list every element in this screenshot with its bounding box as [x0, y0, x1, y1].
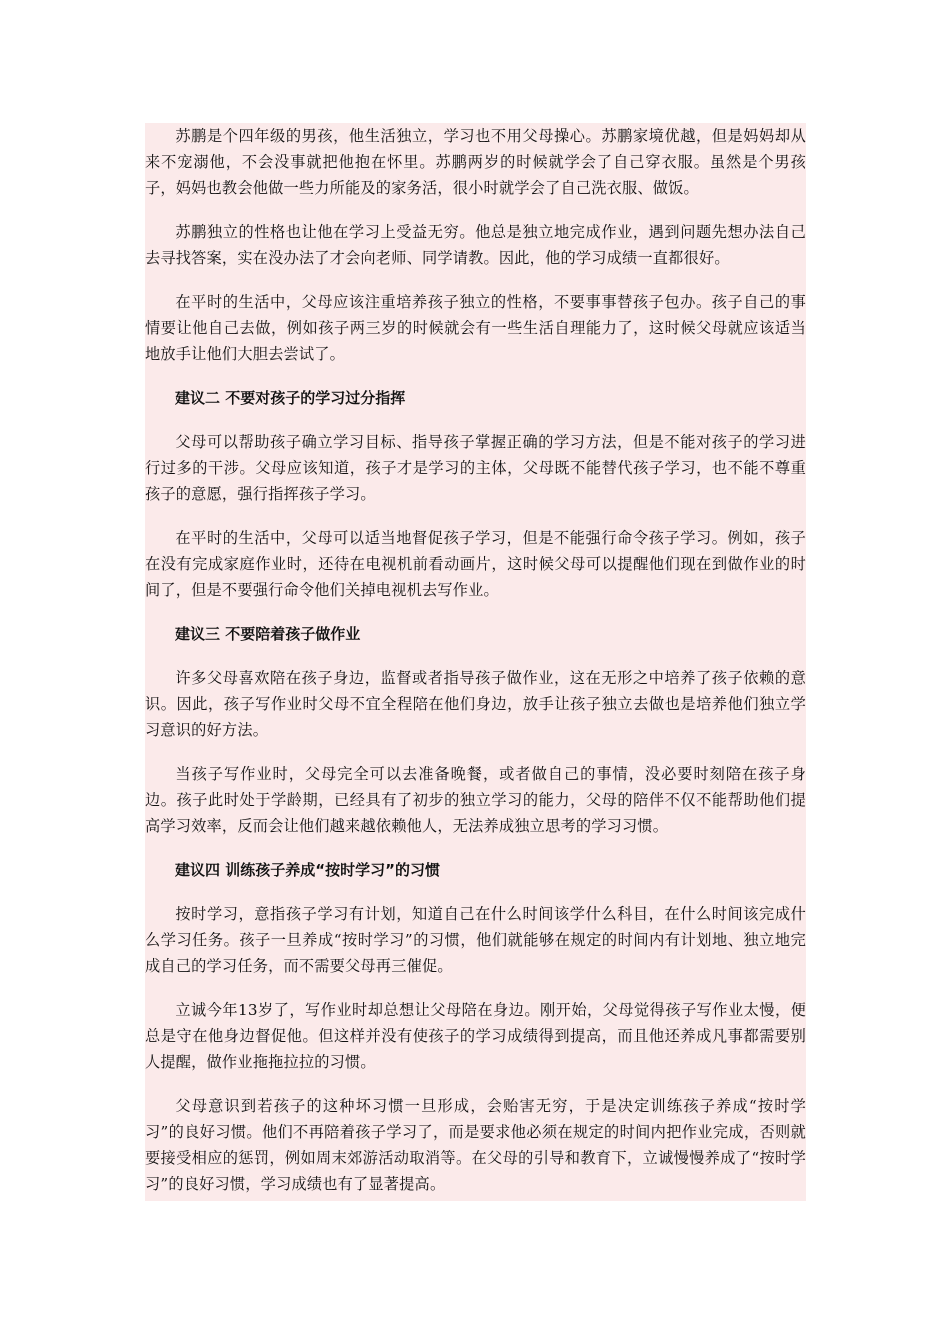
- paragraph-6: 许多父母喜欢陪在孩子身边，监督或者指导孩子做作业，这在无形之中培养了孩子依赖的意识。因此，孩子写作业时父母不宜全程陪在他们身边，放手让孩子独立去做也是培养他们独立学习意识的好方法。: [145, 669, 806, 739]
- paragraph-1: 苏鹏是个四年级的男孩，他生活独立，学习也不用父母操心。苏鹏家境优越，但是妈妈却从来不宠溺他，不会没事就把他抱在怀里。苏鹏两岁的时候就学会了自己穿衣服。虽然是个男孩子，妈妈也教会他做一些力所能及的家务活，很小时就学会了自己洗衣服、做饭。: [145, 127, 806, 197]
- paragraph-2: 苏鹏独立的性格也让他在学习上受益无穷。他总是独立地完成作业，遇到问题先想办法自己去寻找答案，实在没办法了才会向老师、同学请教。因此，他的学习成绩一直都很好。: [145, 223, 806, 267]
- section-heading-2: 建议二 不要对孩子的学习过分指挥: [175, 389, 406, 407]
- paragraph-4: 父母可以帮助孩子确立学习目标、指导孩子掌握正确的学习方法，但是不能对孩子的学习进行过多的干涉。父母应该知道，孩子才是学习的主体，父母既不能替代孩子学习，也不能不尊重孩子的意愿，强行指挥孩子学习。: [145, 433, 806, 503]
- paragraph-9: 立诚今年13岁了，写作业时却总想让父母陪在身边。刚开始，父母觉得孩子写作业太慢，便总是守在他身边督促他。但这样并没有使孩子的学习成绩得到提高，而且他还养成凡事都需要别人提醒，做作业拖拖拉拉的习惯。: [145, 1001, 806, 1071]
- paragraph-10: 父母意识到若孩子的这种坏习惯一旦形成，会贻害无穷，于是决定训练孩子养成“按时学习”的良好习惯。他们不再陪着孩子学习了，而是要求他必须在规定的时间内把作业完成，否则就要接受相应的惩罚，例如周末郊游活动取消等。在父母的引导和教育下，立诚慢慢养成了“按时学习”的良好习惯，学习成绩也有了显著提高。: [145, 1097, 806, 1193]
- paragraph-5: 在平时的生活中，父母可以适当地督促孩子学习，但是不能强行命令孩子学习。例如，孩子在没有完成家庭作业时，还待在电视机前看动画片，这时候父母可以提醒他们现在到做作业的时间了，但是不要强行命令他们关掉电视机去写作业。: [145, 529, 806, 599]
- paragraph-7: 当孩子写作业时，父母完全可以去准备晚餐，或者做自己的事情，没必要时刻陪在孩子身边。孩子此时处于学龄期，已经具有了初步的独立学习的能力，父母的陪伴不仅不能帮助他们提高学习效率，反而会让他们越来越依赖他人，无法养成独立思考的学习习惯。: [145, 765, 806, 835]
- paragraph-3: 在平时的生活中，父母应该注重培养孩子独立的性格，不要事事替孩子包办。孩子自己的事情要让他自己去做，例如孩子两三岁的时候就会有一些生活自理能力了，这时候父母就应该适当地放手让他们大胆去尝试了。: [145, 293, 806, 363]
- paragraph-8: 按时学习，意指孩子学习有计划，知道自己在什么时间该学什么科目，在什么时间该完成什么学习任务。孩子一旦养成“按时学习”的习惯，他们就能够在规定的时间内有计划地、独立地完成自己的学习任务，而不需要父母再三催促。: [145, 905, 806, 975]
- section-heading-4: 建议四 训练孩子养成“按时学习”的习惯: [175, 861, 440, 879]
- section-heading-3: 建议三 不要陪着孩子做作业: [175, 625, 361, 643]
- article-body: [145, 123, 806, 1201]
